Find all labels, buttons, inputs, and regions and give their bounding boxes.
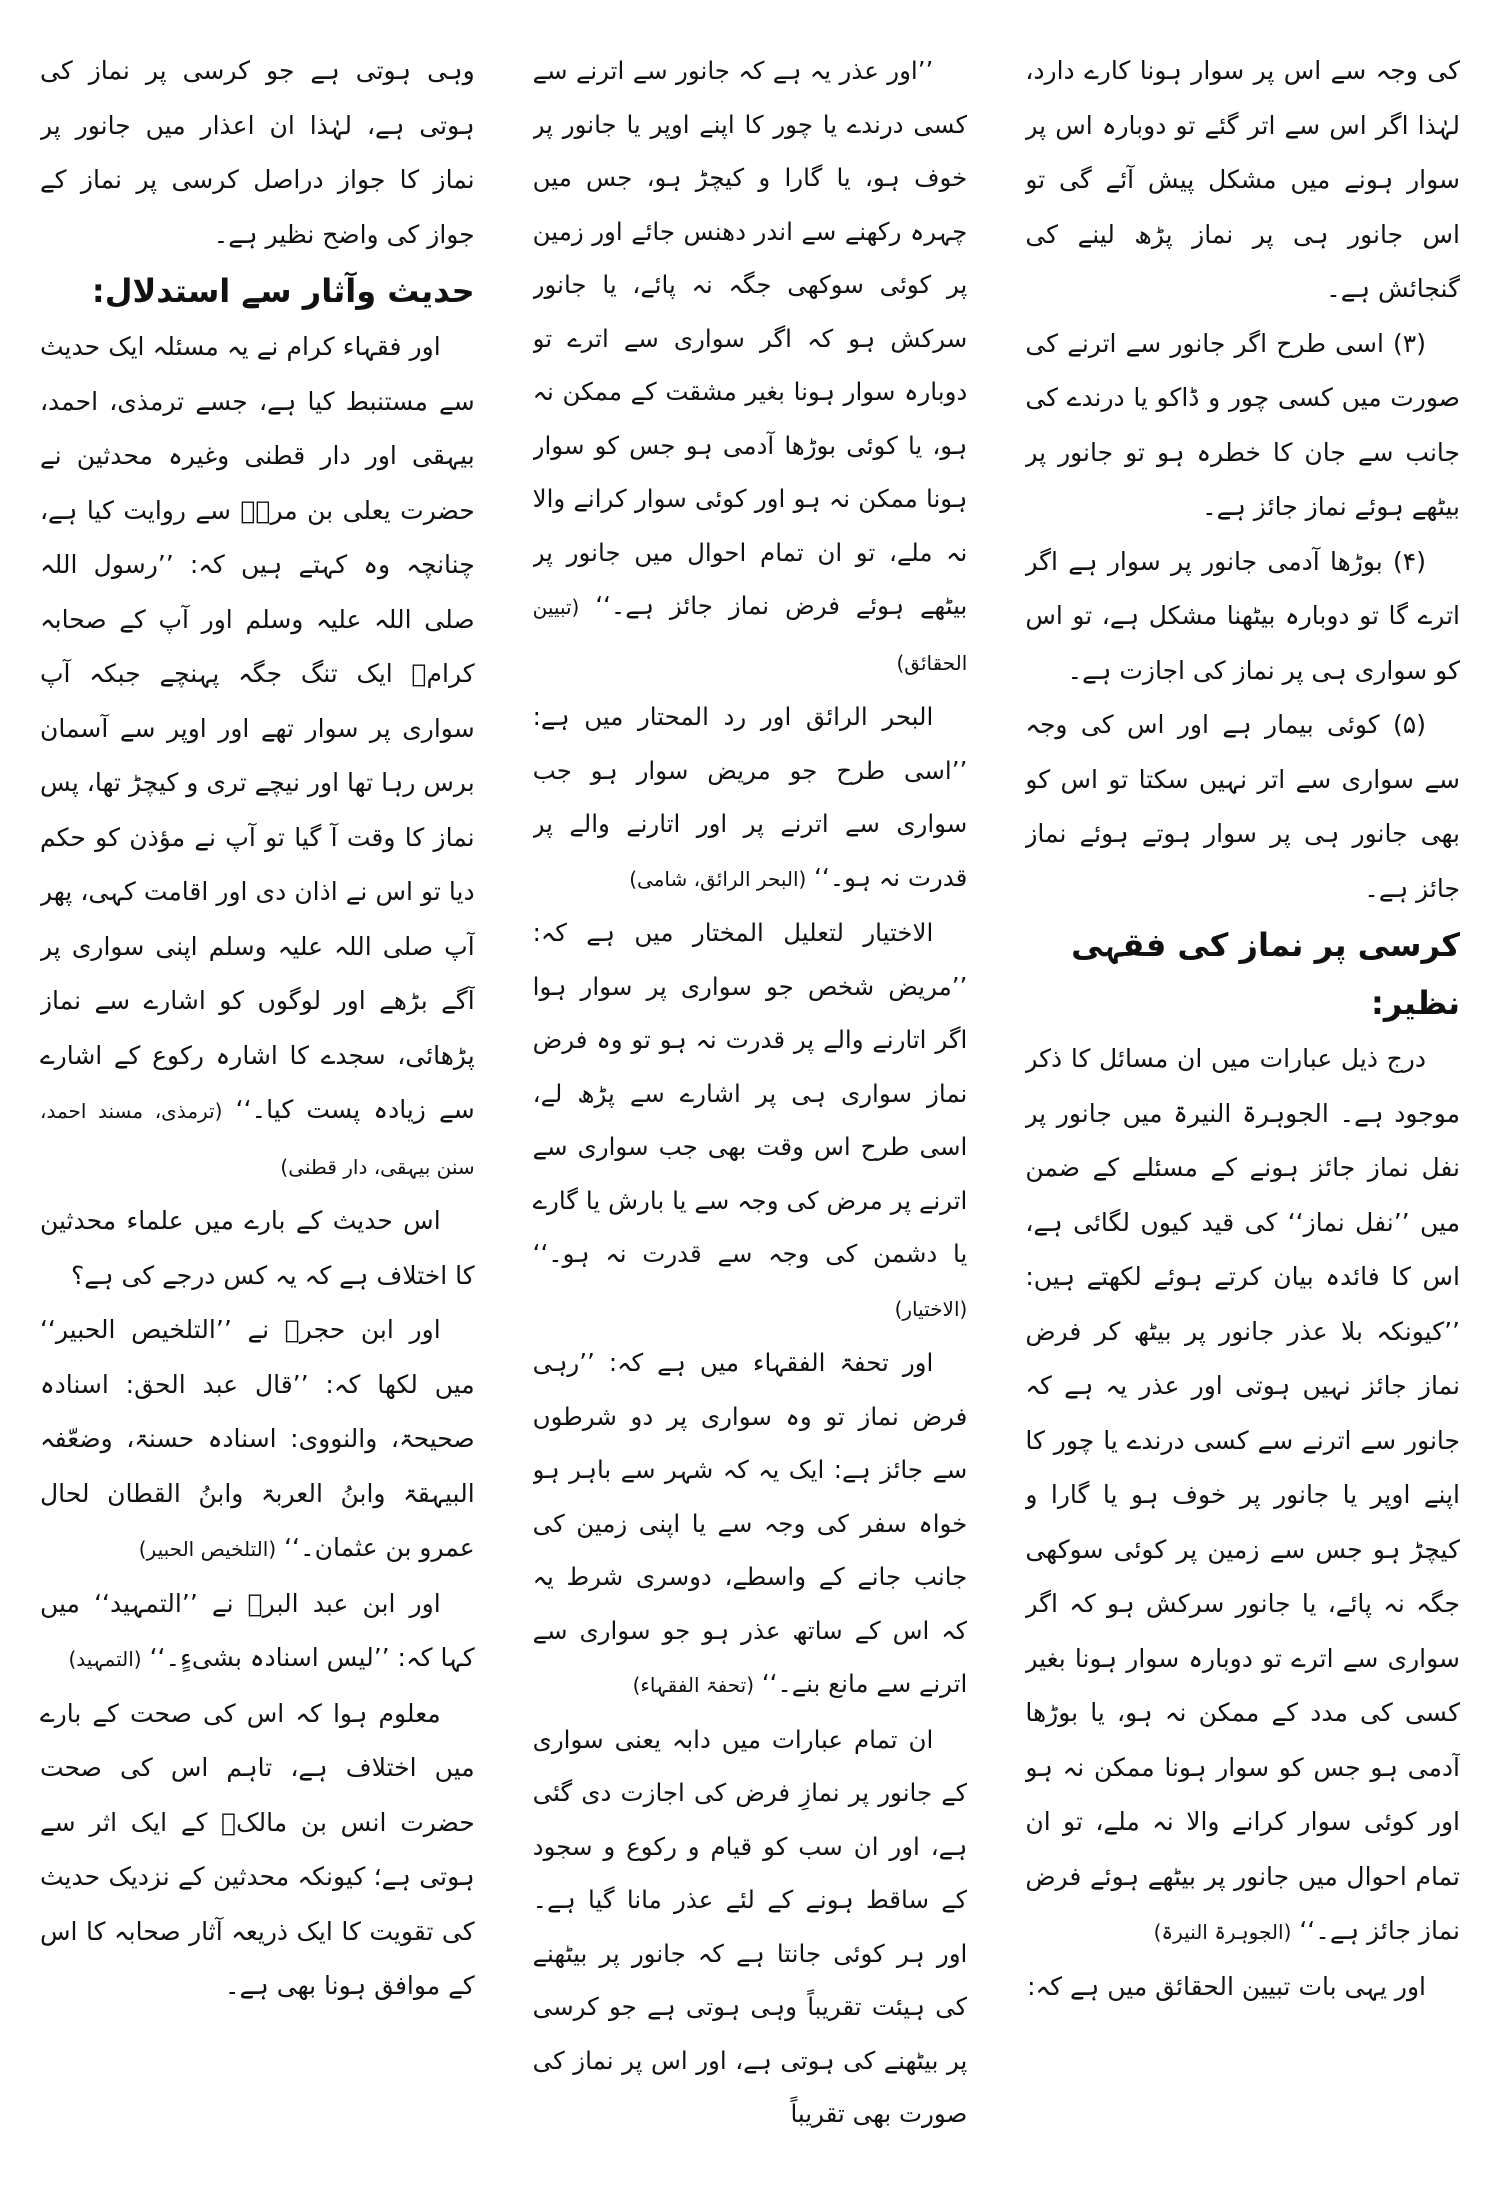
paragraph-text: ان تمام عبارات میں دابہ یعنی سواری کے جانور پر نمازِ فرض کی اجازت دی گئی ہے، اور ان سب کو قیام و رکوع و سجود کے ساقط ہونے کے لئے عذر مانا گیا ہے۔ اور ہر کوئی جانتا ہے کہ جانور پر بیٹھنے کی ہیئت تقریباً وہی ہوتی ہے جو کرسی پر بیٹھنے کی ہوتی ہے، اور اس پر نماز کی صورت بھی تقریباً bbox=[532, 1724, 968, 2128]
citation-reference: (تبیین الحقائق) bbox=[532, 595, 968, 675]
section-heading: کرسی پر نماز کی فقہی نظیر: bbox=[1071, 926, 1460, 1022]
paragraph-text: اور ابن حجرؒ نے ’’التلخیص الحبیر‘‘ میں لکھا کہ: ’’قال عبد الحق: اسنادہ صحیحۃ، والنووی: اسنادہ حسنۃ، وضعّفہ البیہقۃ وابنُ العربۃ وابنُ القطان لحال عمرو بن عثمان۔‘‘ bbox=[39, 1315, 475, 1562]
paragraph-text: اور یہی بات تبیین الحقائق میں ہے کہ: bbox=[1027, 1971, 1426, 2001]
paragraph bbox=[1025, 1032, 1460, 1960]
paragraph-text: اس حدیث کے بارے میں علماء محدثین کا اختلاف ہے کہ یہ کس درجے کی ہے؟ bbox=[39, 1206, 475, 1290]
paragraph bbox=[40, 1687, 475, 2014]
column-left bbox=[40, 44, 475, 2170]
citation-reference: (ترمذی، مسند احمد، سنن بیہقی، دار قطنی) bbox=[39, 1099, 475, 1179]
paragraph bbox=[533, 1713, 968, 2141]
paragraph bbox=[40, 1194, 475, 1303]
column-right bbox=[1025, 44, 1460, 2170]
citation-reference: (التمہید) bbox=[68, 1647, 142, 1671]
paragraph bbox=[40, 44, 475, 262]
section-heading: حدیث وآثار سے استدلال: bbox=[91, 272, 475, 310]
citation-reference: (التلخیص الحبیر) bbox=[138, 1537, 277, 1561]
paragraph-text: (۴) بوڑھا آدمی جانور پر سوار ہے اگر اترے گا تو دوبارہ بیٹھنا مشکل ہے، تو اس کو سواری ہی پر نماز کی اجازت ہے۔ bbox=[1025, 546, 1460, 685]
paragraph bbox=[40, 1303, 475, 1577]
paragraph-text: اور ابن عبد البرؒ نے ’’التمہید‘‘ میں کہا کہ: ’’لیس اسنادہ بشیءٍ۔‘‘ bbox=[39, 1588, 475, 1672]
citation-reference: (تحفۃ الفقہاء) bbox=[632, 1673, 755, 1697]
citation-reference: (الاختیار) bbox=[894, 1296, 968, 1321]
paragraph bbox=[1025, 44, 1460, 317]
paragraph-text: (۵) کوئی بیمار ہے اور اس کی وجہ سے سواری سے اتر نہیں سکتا تو اس کو بھی جانور ہی پر سوار ہوتے ہوئے نماز جائز ہے۔ bbox=[1025, 710, 1460, 903]
paragraph bbox=[1025, 535, 1460, 699]
paragraph bbox=[40, 320, 475, 1194]
paragraph-text: الاختیار لتعلیل المختار میں ہے کہ: ’’مریض شخص جو سواری پر سوار ہوا اگر اتارنے والے پر قدرت نہ ہو تو وہ فرض نماز سواری ہی پر اشارے سے پڑھ لے، اسی طرح اس وقت بھی جب سواری سے اترنے پر مرض کی وجہ سے یا بارش یا گارے یا دشمن کی وجہ سے قدرت نہ ہو۔‘‘ bbox=[532, 918, 968, 1268]
paragraph-text: اور فقہاء کرام نے یہ مسئلہ ایک حدیث سے مستنبط کیا ہے، جسے ترمذی، احمد، بیہقی اور دار قطنی وغیرہ محدثین نے حضرت یعلی بن مرہؓ سے روایت کیا ہے، چنانچہ وہ کہتے ہیں کہ: ’’رسول اللہ صلی اللہ علیہ وسلم اور آپ کے صحابہ کرامؓ ایک تنگ جگہ پہنچے جبکہ آپ سواری پر سوار تھے اور اوپر سے آسمان برس رہا تھا اور نیچے تری و کیچڑ تھا، پس نماز کا وقت آ گیا تو آپ نے مؤذن کو حکم دیا تو اس نے اذان دی اور اقامت کہی، پھر آپ صلی اللہ علیہ وسلم اپنی سواری پر آگے بڑھے اور لوگوں کو اشارے سے نماز پڑھائی، سجدے کا اشارہ رکوع کے اشارے سے زیادہ پست کیا۔‘‘ bbox=[39, 332, 475, 1124]
paragraph bbox=[533, 1336, 968, 1713]
paragraph-text: اور تحفۃ الفقہاء میں ہے کہ: ’’رہی فرض نماز تو وہ سواری پر دو شرطوں سے جائز ہے: ایک یہ کہ شہر سے باہر ہو خواہ سفر کی وجہ سے یا اپنی زمین کی جانب جانے کے واسطے، دوسری شرط یہ کہ اس کے ساتھ عذر ہو جو سواری سے اترنے سے مانع بنے۔‘‘ bbox=[532, 1348, 968, 1698]
paragraph bbox=[533, 690, 968, 906]
paragraph-text: معلوم ہوا کہ اس کی صحت کے بارے میں اختلاف ہے، تاہم اس کی صحت حضرت انس بن مالکؓ کے ایک اثر سے ہوتی ہے؛ کیونکہ محدثین کے نزدیک حدیث کی تقویت کا ایک ذریعہ آثار صحابہ کا اس کے موافق ہونا بھی ہے۔ bbox=[39, 1698, 475, 2000]
paragraph bbox=[1025, 1960, 1460, 2015]
paragraph bbox=[533, 906, 968, 1336]
paragraph-text: (۳) اسی طرح اگر جانور سے اترنے کی صورت میں کسی چور و ڈاکو یا درندے کی جانب سے جان کا خطرہ ہو تو جانور پر بیٹھے ہوئے نماز جائز ہے۔ bbox=[1025, 328, 1460, 521]
paragraph bbox=[533, 44, 968, 690]
paragraph-text: البحر الرائق اور رد المحتار میں ہے: ’’اسی طرح جو مریض سوار ہو جب سواری سے اترنے پر اور اتارنے والے پر قدرت نہ ہو۔‘‘ bbox=[532, 702, 968, 892]
paragraph-text: وہی ہوتی ہے جو کرسی پر نماز کی ہوتی ہے، لہٰذا ان اعذار میں جانور پر نماز کا جواز دراصل کرسی پر نماز کے جواز کی واضح نظیر ہے۔ bbox=[39, 56, 475, 249]
paragraph-text: کی وجہ سے اس پر سوار ہونا کارے دارد، لہٰذا اگر اس سے اتر گئے تو دوبارہ اس پر سوار ہونے میں مشکل پیش آئے گی تو اس جانور ہی پر نماز پڑھ لینے کی گنجائش ہے۔ bbox=[1025, 56, 1460, 303]
paragraph-text: درج ذیل عبارات میں ان مسائل کا ذکر موجود ہے۔ الجوہرۃ النیرۃ میں جانور پر نفل نماز جائز ہونے کے مسئلے کے ضمن میں ’’نفل نماز‘‘ کی قید کیوں لگائی ہے، اس کا فائدہ بیان کرتے ہوئے لکھتے ہیں: ’’کیونکہ بلا عذر جانور پر بیٹھ کر فرض نماز جائز نہیں ہوتی اور عذر یہ ہے کہ جانور سے اترنے سے کسی درندے یا چور کا اپنے اوپر یا جانور پر خوف ہو یا گارا و کیچڑ ہو جس سے زمین پر کوئی سوکھی جگہ نہ پائے، یا جانور سرکش ہو کہ اگر سواری سے اترے تو دوبارہ سوار ہونا بغیر کسی کی مدد کے ممکن نہ ہو، یا بوڑھا آدمی ہو جس کو سوار ہونا ممکن نہ ہو اور کوئی سوار کرانے والا نہ ملے، تو ان تمام احوال میں جانور پر بیٹھے ہوئے فرض نماز جائز ہے۔‘‘ bbox=[1025, 1044, 1460, 1945]
citation-reference: (الجوہرۃ النیرۃ) bbox=[1153, 1920, 1292, 1944]
citation-reference: (البحر الرائق، شامی) bbox=[629, 866, 807, 891]
paragraph bbox=[1025, 698, 1460, 916]
paragraph bbox=[1025, 317, 1460, 535]
paragraph bbox=[40, 1577, 475, 1687]
paragraph-text: ’’اور عذر یہ ہے کہ جانور سے اترنے سے کسی درندے یا چور کا اپنے اوپر یا جانور پر خوف ہو، یا گارا و کیچڑ ہو، جس میں چہرہ رکھنے سے اندر دھنس جائے اور زمین پر کوئی سوکھی جگہ نہ پائے، یا جانور سرکش ہو کہ اگر سواری سے اترے تو دوبارہ سوار ہونا بغیر مشقت کے ممکن نہ ہو، یا کوئی بوڑھا آدمی ہو جس کو سوار ہونا ممکن نہ ہو اور کوئی سوار کرانے والا نہ ملے، تو ان تمام احوال میں جانور پر بیٹھے ہوئے فرض نماز جائز ہے۔‘‘ bbox=[532, 56, 968, 620]
column-middle bbox=[533, 44, 968, 2170]
